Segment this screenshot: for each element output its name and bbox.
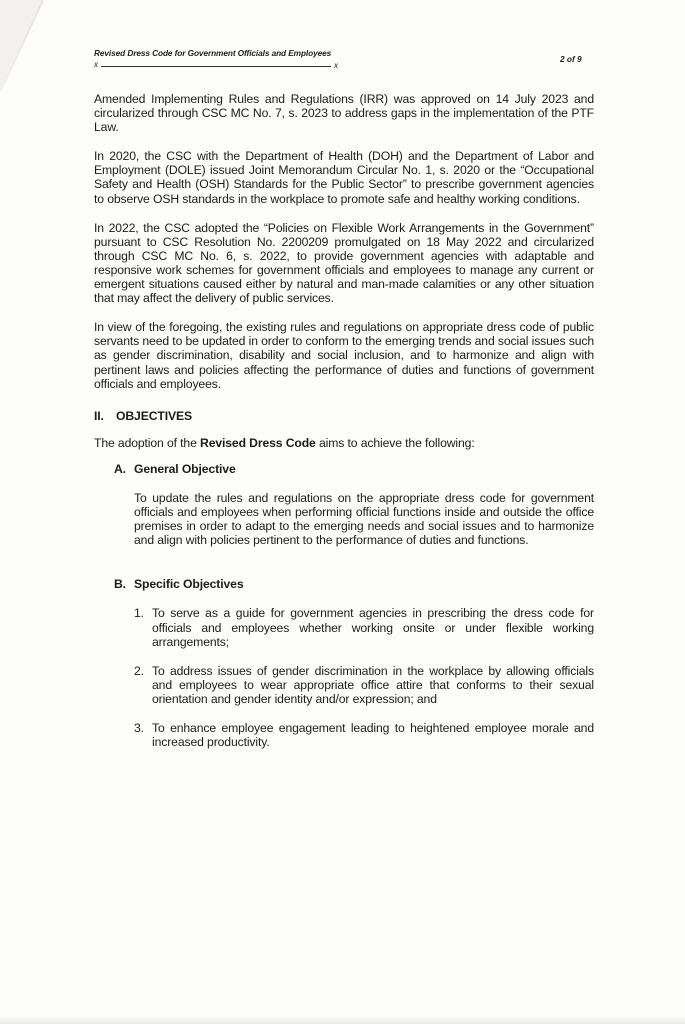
- page-number: 2 of 9: [560, 54, 582, 64]
- intro-text-before: The adoption of the: [94, 435, 201, 450]
- subsection-letter: A.: [114, 461, 126, 476]
- header-rule: [94, 60, 338, 70]
- subsection-title: Specific Objectives: [134, 577, 244, 592]
- specific-objectives-list: [134, 606, 594, 749]
- section-heading-objectives: [94, 409, 594, 423]
- list-item: [134, 606, 594, 648]
- list-item: [134, 721, 594, 749]
- section-title: OBJECTIVES: [116, 408, 193, 423]
- specific-objectives-section: [114, 577, 594, 749]
- subsection-letter: B.: [114, 577, 126, 592]
- intro-text-after: aims to achieve the following:: [315, 435, 475, 450]
- objectives-intro: [94, 436, 594, 450]
- specific-objectives-heading: [114, 577, 594, 591]
- document-body: [94, 92, 594, 764]
- list-item-text: To serve as a guide for government agencies in prescribing the dress code for officials and employees whether working onsite or under flexible working arrangements;: [152, 606, 594, 649]
- header-rule-right-mark: x: [334, 61, 338, 70]
- list-item: [134, 664, 594, 706]
- paragraph-foregoing: In view of the foregoing, the existing rules and regulations on appropriate dress code of public servants need to be updated in order to conform to the emerging trends and social issues such as gender discrimination, disability and social inclusion, and to harmonize and align with pertinent laws and policies affecting the performance of duties and functions of government officials and employees.: [94, 320, 594, 391]
- list-item-number: 1.: [134, 606, 144, 621]
- section-number: II.: [94, 408, 104, 423]
- general-objective-body: To update the rules and regulations on the appropriate dress code for government officials and employees when performing official functions inside and outside the office premises in order to adapt to the emerging needs and social issues and to harmonize and align with policies pertinent to the performance of duties and functions.: [134, 490, 594, 548]
- header-rule-left-mark: x: [94, 60, 98, 69]
- list-item-text: To enhance employee engagement leading to heightened employee morale and increased productivity.: [152, 721, 594, 750]
- list-item-number: 2.: [134, 663, 144, 678]
- paragraph-irr: Amended Implementing Rules and Regulations (IRR) was approved on 14 July 2023 and circularized through CSC MC No. 7, s. 2023 to address gaps in the implementation of the PTF Law.: [94, 92, 594, 135]
- general-objective-section: [114, 462, 594, 547]
- list-item-number: 3.: [134, 721, 144, 735]
- subsection-title: General Objective: [134, 461, 236, 476]
- scan-bottom-edge: [0, 1016, 685, 1024]
- document-title: Revised Dress Code for Government Officials and Employees: [94, 48, 332, 58]
- paragraph-flexible-work: In 2022, the CSC adopted the “Policies on Flexible Work Arrangements in the Government” pursuant to CSC Resolution No. 2200209 promulgated on 18 May 2022 and circularized through CSC MC No. 6, s. 2022, to provide government agencies with adaptable and responsive work schemes for government officials and employees to manage any current or emergent situations caused either by natural and man-made calamities or any other situation that may affect the delivery of public services.: [94, 220, 594, 306]
- paragraph-osh: In 2020, the CSC with the Department of Health (DOH) and the Department of Labor and Employment (DOLE) issued Joint Memorandum Circular No. 1, s. 2020 or the “Occupational Safety and Health (OSH) Standards for the Public Sector” to prescribe government agencies to observe OSH standards in the workplace to promote safe and healthy working conditions.: [94, 149, 594, 206]
- general-objective-heading: [114, 462, 594, 476]
- intro-text-bold: Revised Dress Code: [200, 435, 316, 450]
- header-rule-line: [101, 66, 331, 67]
- list-item-text: To address issues of gender discrimination in the workplace by allowing officials and employees to wear appropriate office attire that conforms to their sexual orientation and gender identity and/or expression; and: [152, 663, 594, 706]
